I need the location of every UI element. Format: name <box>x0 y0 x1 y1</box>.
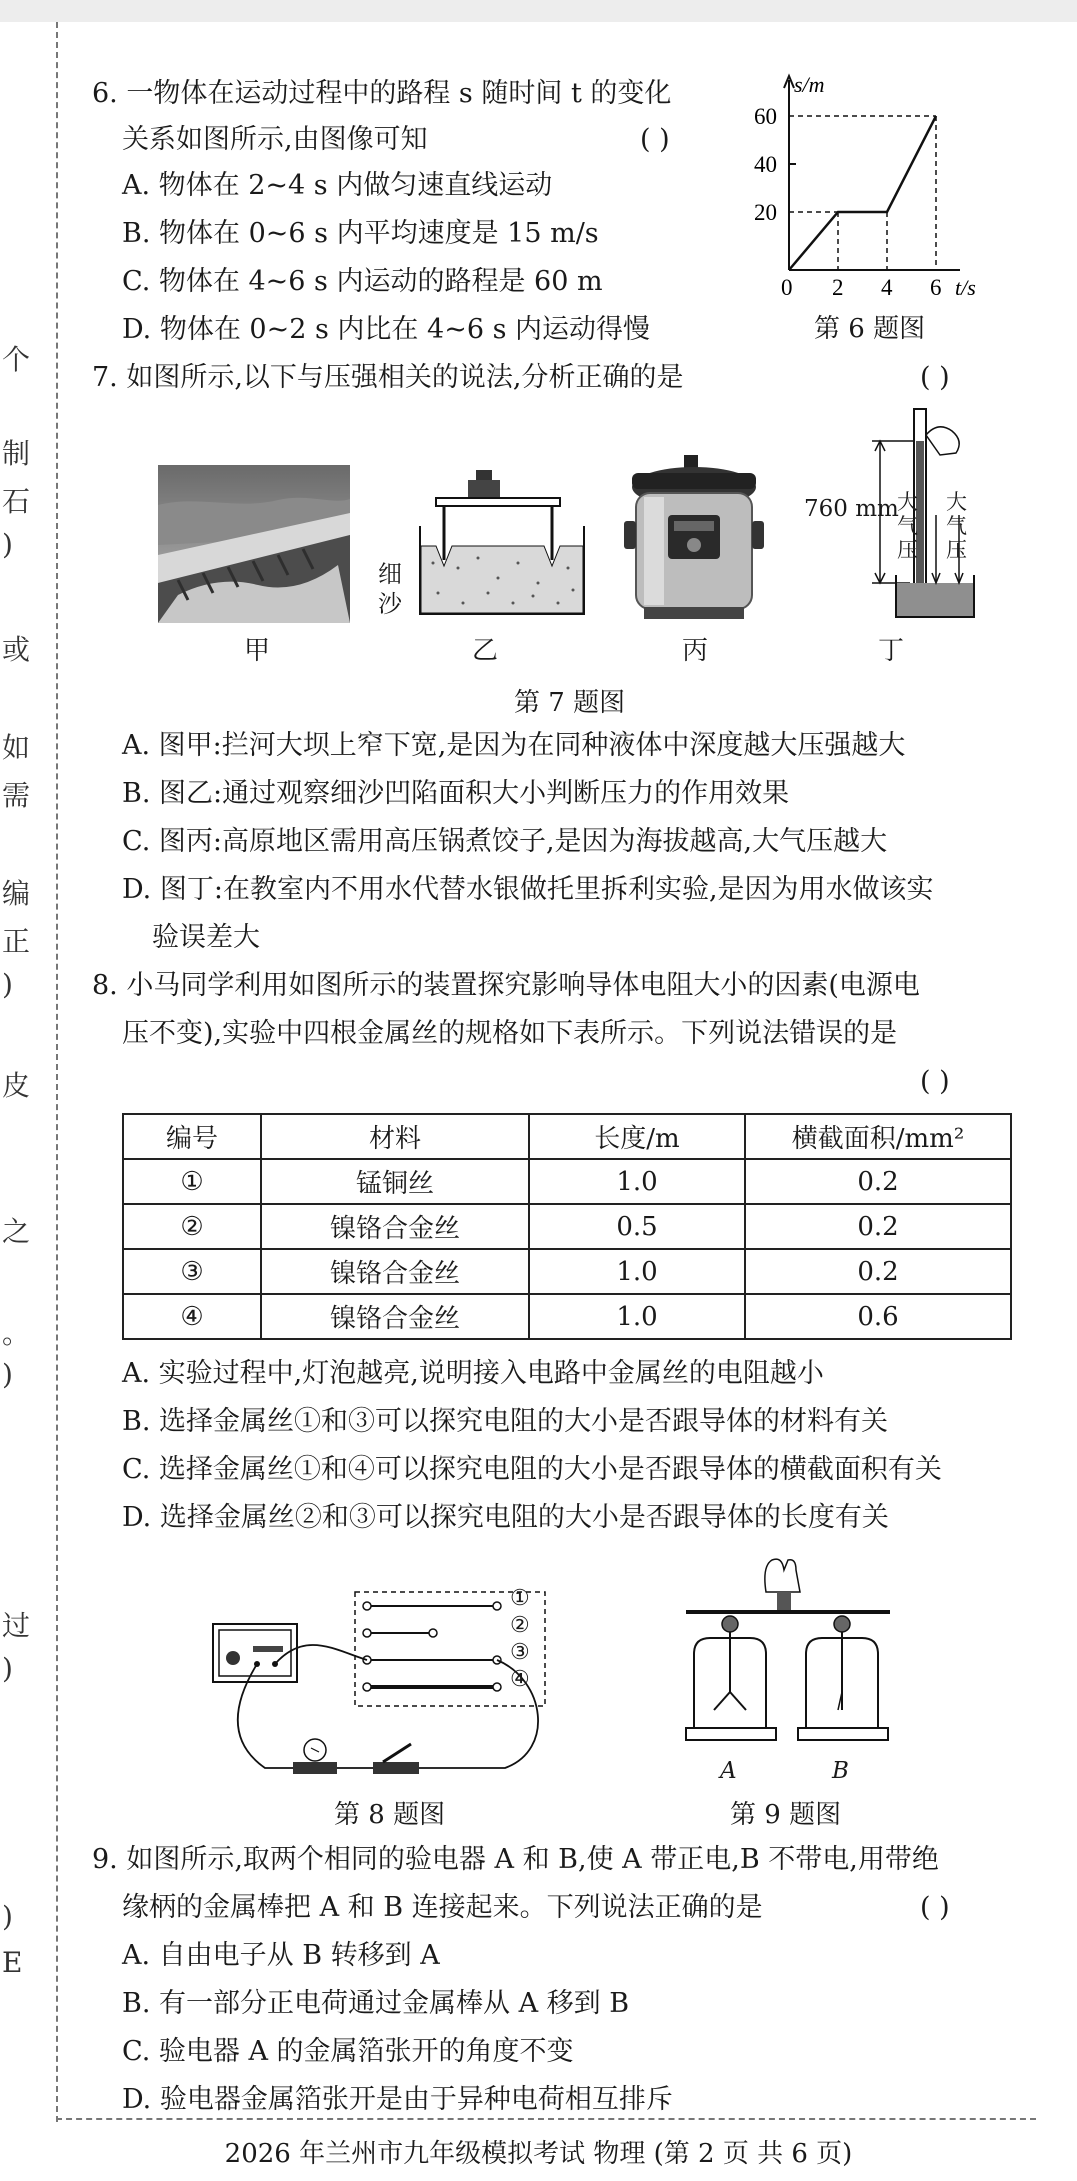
table-header: 编号 <box>123 1114 261 1159</box>
q7-option-c: C. 图丙:高原地区需用高压锅煮饺子,是因为海拔越高,大气压越大 <box>122 826 888 857</box>
q7-air-label-1: 大 <box>897 490 918 514</box>
q8-wire-label-2: ② <box>510 1613 530 1638</box>
table-cell: 镍铬合金丝 <box>261 1294 529 1339</box>
margin-char: ) <box>2 1652 13 1685</box>
margin-char: ) <box>2 1900 13 1933</box>
q6-xtick-6: 6 <box>930 275 942 300</box>
q6-answer-paren: ( ) <box>640 124 670 155</box>
q8-option-a: A. 实验过程中,灯泡越亮,说明接入电路中金属丝的电阻越小 <box>122 1358 824 1389</box>
margin-char: 个 <box>2 343 31 376</box>
q7-air-label-2: 气 <box>897 514 918 538</box>
table-header: 横截面积/mm² <box>745 1114 1011 1159</box>
margin-char: 如 <box>2 731 31 764</box>
margin-char: E <box>2 1946 23 1979</box>
q9-option-a: A. 自由电子从 B 转移到 A <box>122 1940 440 1971</box>
margin-char: ) <box>2 528 13 561</box>
q7-pressure-cooker <box>622 455 766 623</box>
q8-option-d: D. 选择金属丝②和③可以探究电阻的大小是否跟导体的长度有关 <box>122 1502 889 1533</box>
q8-wire-spec-table <box>122 1113 1012 1340</box>
table-cell: 1.0 <box>529 1294 745 1339</box>
q6-graph-xlabel: t/s <box>955 275 976 300</box>
q6-xtick-2: 2 <box>832 275 844 300</box>
margin-char: 需 <box>2 779 31 812</box>
table-row <box>123 1249 1011 1294</box>
table-header: 长度/m <box>529 1114 745 1159</box>
q6-graph-line <box>789 116 936 270</box>
margin-char: 制 <box>2 437 31 470</box>
q9-figure-caption: 第 9 题图 <box>730 1800 842 1830</box>
table-cell: 锰铜丝 <box>261 1159 529 1204</box>
table-cell: 0.2 <box>745 1159 1011 1204</box>
margin-char: 正 <box>2 925 31 958</box>
q7-air-label-4: 大 <box>946 490 967 514</box>
margin-char: ) <box>2 968 13 1001</box>
q8-stem-line1: 8. 小马同学利用如图所示的装置探究影响导体电阻大小的因素(电源电 <box>92 970 920 1001</box>
table-cell: 1.0 <box>529 1159 745 1204</box>
q6-option-c: C. 物体在 4~6 s 内运动的路程是 60 m <box>122 266 603 297</box>
q6-stem-line2: 关系如图所示,由图像可知 <box>122 124 428 155</box>
q7-label-bing: 丙 <box>682 636 709 666</box>
q7-air-label-5: 气 <box>946 514 967 538</box>
q7-760mm-label: 760 mm <box>804 496 899 522</box>
q6-ytick-40: 40 <box>754 152 777 177</box>
q6-ytick-20: 20 <box>754 200 777 225</box>
q6-st-graph <box>750 70 1010 300</box>
q7-figure-caption: 第 7 题图 <box>514 688 626 718</box>
q8-option-c: C. 选择金属丝①和④可以探究电阻的大小是否跟导体的横截面积有关 <box>122 1454 942 1485</box>
margin-char: 或 <box>2 633 31 666</box>
q9-option-d: D. 验电器金属箔张开是由于异种电荷相互排斥 <box>122 2084 673 2115</box>
q6-xtick-0: 0 <box>781 275 793 300</box>
q6-ytick-60: 60 <box>754 104 777 129</box>
q7-stem: 7. 如图所示,以下与压强相关的说法,分析正确的是 <box>92 362 684 393</box>
table-cell: ① <box>123 1159 261 1204</box>
q9-answer-paren: ( ) <box>920 1892 950 1923</box>
margin-char: 编 <box>2 877 31 910</box>
q9-electroscope-diagram <box>680 1552 900 1770</box>
q7-option-a: A. 图甲:拦河大坝上窄下宽,是因为在同种液体中深度越大压强越大 <box>122 730 906 761</box>
table-cell: 1.0 <box>529 1249 745 1294</box>
table-row <box>123 1204 1011 1249</box>
q7-answer-paren: ( ) <box>920 362 950 393</box>
bottom-dashed-line <box>56 2118 1036 2120</box>
q7-option-d: D. 图丁:在教室内不用水代替水银做托里拆利实验,是因为用水做该实 <box>122 874 934 905</box>
q7-label-jia: 甲 <box>244 636 271 666</box>
top-bar <box>0 0 1077 22</box>
table-cell: 0.6 <box>745 1294 1011 1339</box>
q6-graph-ylabel: s/m <box>794 72 825 97</box>
q9-stem-line1: 9. 如图所示,取两个相同的验电器 A 和 B,使 A 带正电,B 不带电,用带绝 <box>92 1844 939 1875</box>
q6-xtick-4: 4 <box>881 275 893 300</box>
q7-sand-label-1: 细 <box>378 560 402 588</box>
table-cell: 0.5 <box>529 1204 745 1249</box>
q9-device-a-label: A <box>720 1758 737 1784</box>
q7-air-label-6: 压 <box>946 538 967 562</box>
table-header: 材料 <box>261 1114 529 1159</box>
margin-char: 过 <box>2 1609 31 1642</box>
margin-char: 。 <box>2 1317 31 1350</box>
q8-wire-label-4: ④ <box>510 1667 530 1692</box>
margin-char: 皮 <box>2 1069 31 1102</box>
q7-option-b: B. 图乙:通过观察细沙凹陷面积大小判断压力的作用效果 <box>122 778 790 809</box>
table-row <box>123 1159 1011 1204</box>
q8-stem-line2: 压不变),实验中四根金属丝的规格如下表所示。下列说法错误的是 <box>122 1018 898 1049</box>
table-cell: 0.2 <box>745 1204 1011 1249</box>
q9-option-c: C. 验电器 A 的金属箔张开的角度不变 <box>122 2036 574 2067</box>
q7-sand-label-2: 沙 <box>378 590 402 618</box>
table-cell: ③ <box>123 1249 261 1294</box>
table-cell: 0.2 <box>745 1249 1011 1294</box>
margin-char: ) <box>2 1358 13 1391</box>
q8-answer-paren: ( ) <box>920 1066 950 1097</box>
q9-device-b-label: B <box>832 1758 849 1784</box>
q6-stem-line1: 6. 一物体在运动过程中的路程 s 随时间 t 的变化 <box>92 78 672 109</box>
q8-figure-caption: 第 8 题图 <box>334 1800 446 1830</box>
table-header-row <box>123 1114 1011 1159</box>
q6-figure-caption: 第 6 题图 <box>814 314 926 344</box>
q8-wire-label-1: ① <box>510 1586 530 1611</box>
table-cell: ② <box>123 1204 261 1249</box>
q6-option-d: D. 物体在 0~2 s 内比在 4~6 s 内运动得慢 <box>122 314 651 345</box>
page-footer: 2026 年兰州市九年级模拟考试 物理 (第 2 页 共 6 页) <box>224 2139 853 2169</box>
q7-label-ding: 丁 <box>878 636 905 666</box>
q9-option-b: B. 有一部分正电荷通过金属棒从 A 移到 B <box>122 1988 630 2019</box>
q8-option-b: B. 选择金属丝①和③可以探究电阻的大小是否跟导体的材料有关 <box>122 1406 889 1437</box>
q7-label-yi: 乙 <box>472 636 499 666</box>
table-row <box>123 1294 1011 1339</box>
table-cell: 镍铬合金丝 <box>261 1204 529 1249</box>
q6-option-b: B. 物体在 0~6 s 内平均速度是 15 m/s <box>122 218 599 249</box>
margin-char: 石 <box>2 485 31 518</box>
q6-option-a: A. 物体在 2~4 s 内做匀速直线运动 <box>122 170 553 201</box>
binding-line <box>56 22 58 2122</box>
table-cell: ④ <box>123 1294 261 1339</box>
q8-wire-label-3: ③ <box>510 1640 530 1665</box>
q7-option-d-cont: 验误差大 <box>152 922 260 953</box>
margin-char: 之 <box>2 1215 31 1248</box>
q9-stem-line2: 缘柄的金属棒把 A 和 B 连接起来。下列说法正确的是 <box>122 1892 763 1923</box>
q7-sand-experiment <box>418 468 588 618</box>
table-cell: 镍铬合金丝 <box>261 1249 529 1294</box>
q7-dam-photo <box>158 465 350 623</box>
q7-air-label-3: 压 <box>897 538 918 562</box>
